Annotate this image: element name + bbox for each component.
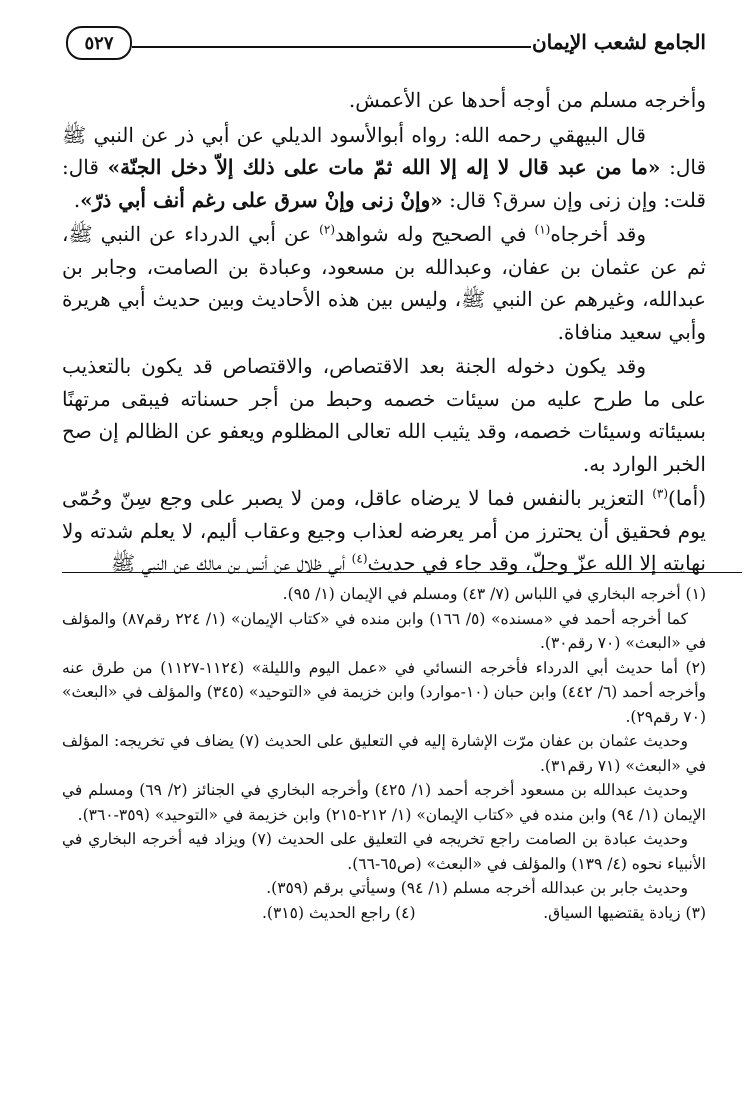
- text-p2-a: وقد أخرجاه: [550, 222, 646, 246]
- running-title: الجامع لشعب الإيمان: [531, 30, 706, 54]
- footnote-2: (٢) أما حديث أبي الدرداء فأخرجه النسائي في «عمل اليوم والليلة» (١١٢٤-١١٢٧) من طرق عنه وأخرجه أحمد (٦/ ٤٤٢) وابن حبان (١٠-موارد) وابن خزيمة في «التوحيد» (٣٤٥) والمؤلف في «البعث» (٧٠ رقم٢٩).: [62, 658, 707, 726]
- text-p1-b: قال: قلت: وإن زنى وإن سرق؟ قال:: [62, 155, 706, 212]
- footnote-1: (١) أخرجه البخاري في اللباس (٧/ ٤٣) ومسلم في الإيمان (١/ ٩٥).: [282, 585, 706, 603]
- text-p2-b: في الصحيح وله شواهد: [335, 222, 535, 246]
- text-p1-c: .: [73, 187, 81, 212]
- paragraph-3: [62, 350, 706, 480]
- text-p4-a: (أما): [668, 486, 706, 510]
- paragraph-0: [62, 84, 706, 117]
- text-p2-c: عن أبي الدرداء عن النبي ﷺ، ثم عن عثمان بن عفان، وعبدالله بن مسعود، وعبادة بن الصامت، وجابر بن عبدالله، وغيرهم عن النبي ﷺ، وليس بين هذه الأحاديث وبين حديث أبي هريرة وأبي سعيد منافاة.: [62, 222, 706, 344]
- page-number: ٥٢٧: [66, 26, 132, 60]
- text-p3: وقد يكون دخوله الجنة بعد الاقتصاص، والاقتصاص قد يكون بالتعذيب على ما طرح عليه من سيئات خصمه وحبط من أجر حسناته فيبقى مرتهنًا بسيئاته وسيئات خصمه، وقد يثيب الله تعالى المظلوم ويعفو عن الظالم إن صح الخبر الوارد به.: [62, 354, 706, 476]
- footnote-1-continuation: كما أخرجه أحمد في «مسنده» (٥/ ١٦٦) وابن منده في «كتاب الإيمان» (١/ ٢٢٤ رقم٨٧) والمؤلف في «البعث» (٧٠ رقم٣٠).: [62, 609, 706, 652]
- text-p1-a: قال البيهقي رحمه الله: رواه أبوالأسود الديلي عن أبي ذر عن النبي ﷺ قال:: [62, 122, 707, 179]
- footnote-2-uthman: وحديث عثمان بن عفان مرّت الإشارة إليه في التعليق على الحديث (٧) يضاف في تخريجه: المؤلف في «البعث» (٧١ رقم٣١).: [62, 732, 706, 775]
- footnote-2-jabir: وحديث جابر بن عبدالله أخرجه مسلم (١/ ٩٤) وسيأتي برقم (٣٥٩).: [266, 879, 688, 897]
- footnote-2-ubada: وحديث عبادة بن الصامت راجع تخريجه في التعليق على الحديث (٧) ويزاد فيه أخرجه البخاري في الأنبياء نحوه (٤/ ١٣٩) والمؤلف في «البعث» (ص٦٥-٦٦).: [62, 830, 706, 873]
- header-rule: [132, 46, 531, 48]
- line-1: وأخرجه مسلم من أوجه أحدها عن الأعمش.: [348, 88, 706, 112]
- footnotes: [62, 582, 706, 925]
- footnote-4: (٤) راجع الحديث (٣١٥).: [262, 903, 416, 922]
- footnote-separator: [62, 572, 742, 573]
- hadith-quote-1: «ما من عبد قال لا إله إلا الله ثمّ مات على ذلك إلاّ دخل الجنّة»: [107, 155, 661, 179]
- hadith-quote-2: «وإنْ زنى وإنْ سرق على رغم أنف أبي ذرّ»: [80, 187, 443, 212]
- footnotes-3-4-row: [62, 901, 706, 926]
- footnote-ref-4[interactable]: (٤): [351, 551, 368, 566]
- footnote-ref-3[interactable]: (٣): [652, 486, 669, 501]
- running-header: [66, 24, 706, 64]
- paragraph-4: [62, 482, 706, 580]
- paragraph-2: [62, 218, 706, 348]
- main-text: [62, 84, 706, 580]
- text-p4-c: أبي ظلال عن أنس بن مالك عن النبي ﷺ: [111, 551, 352, 575]
- footnote-ref-2[interactable]: (٢): [319, 222, 335, 237]
- footnote-3: (٣) زيادة يقتضيها السياق.: [543, 903, 706, 922]
- footnote-2-ibn-masud: وحديث عبدالله بن مسعود أخرجه أحمد (١/ ٤٢٥) وأخرجه البخاري في الجنائز (٢/ ٦٩) ومسلم في الإيمان (١/ ٩٤) وابن منده في «كتاب الإيمان» (١/ ٢١٢-٢١٥) وابن خزيمة في «التوحيد» (٣٥٩-٣٦٠).: [62, 781, 706, 824]
- text-p4-b: التعزير بالنفس فما لا يرضاه عاقل، ومن لا يصبر على وجع سِنّ وحُمّى يوم فحقيق أن يحترز من أمر يعرضه لعذاب وجيع وعقاب أليم، لا يعلم شدته ولا نهايته إلا الله عزّ وجلّ، وقد جاء في حديث: [62, 486, 706, 575]
- footnote-ref-1[interactable]: (١): [534, 222, 551, 237]
- paragraph-1: [62, 119, 706, 217]
